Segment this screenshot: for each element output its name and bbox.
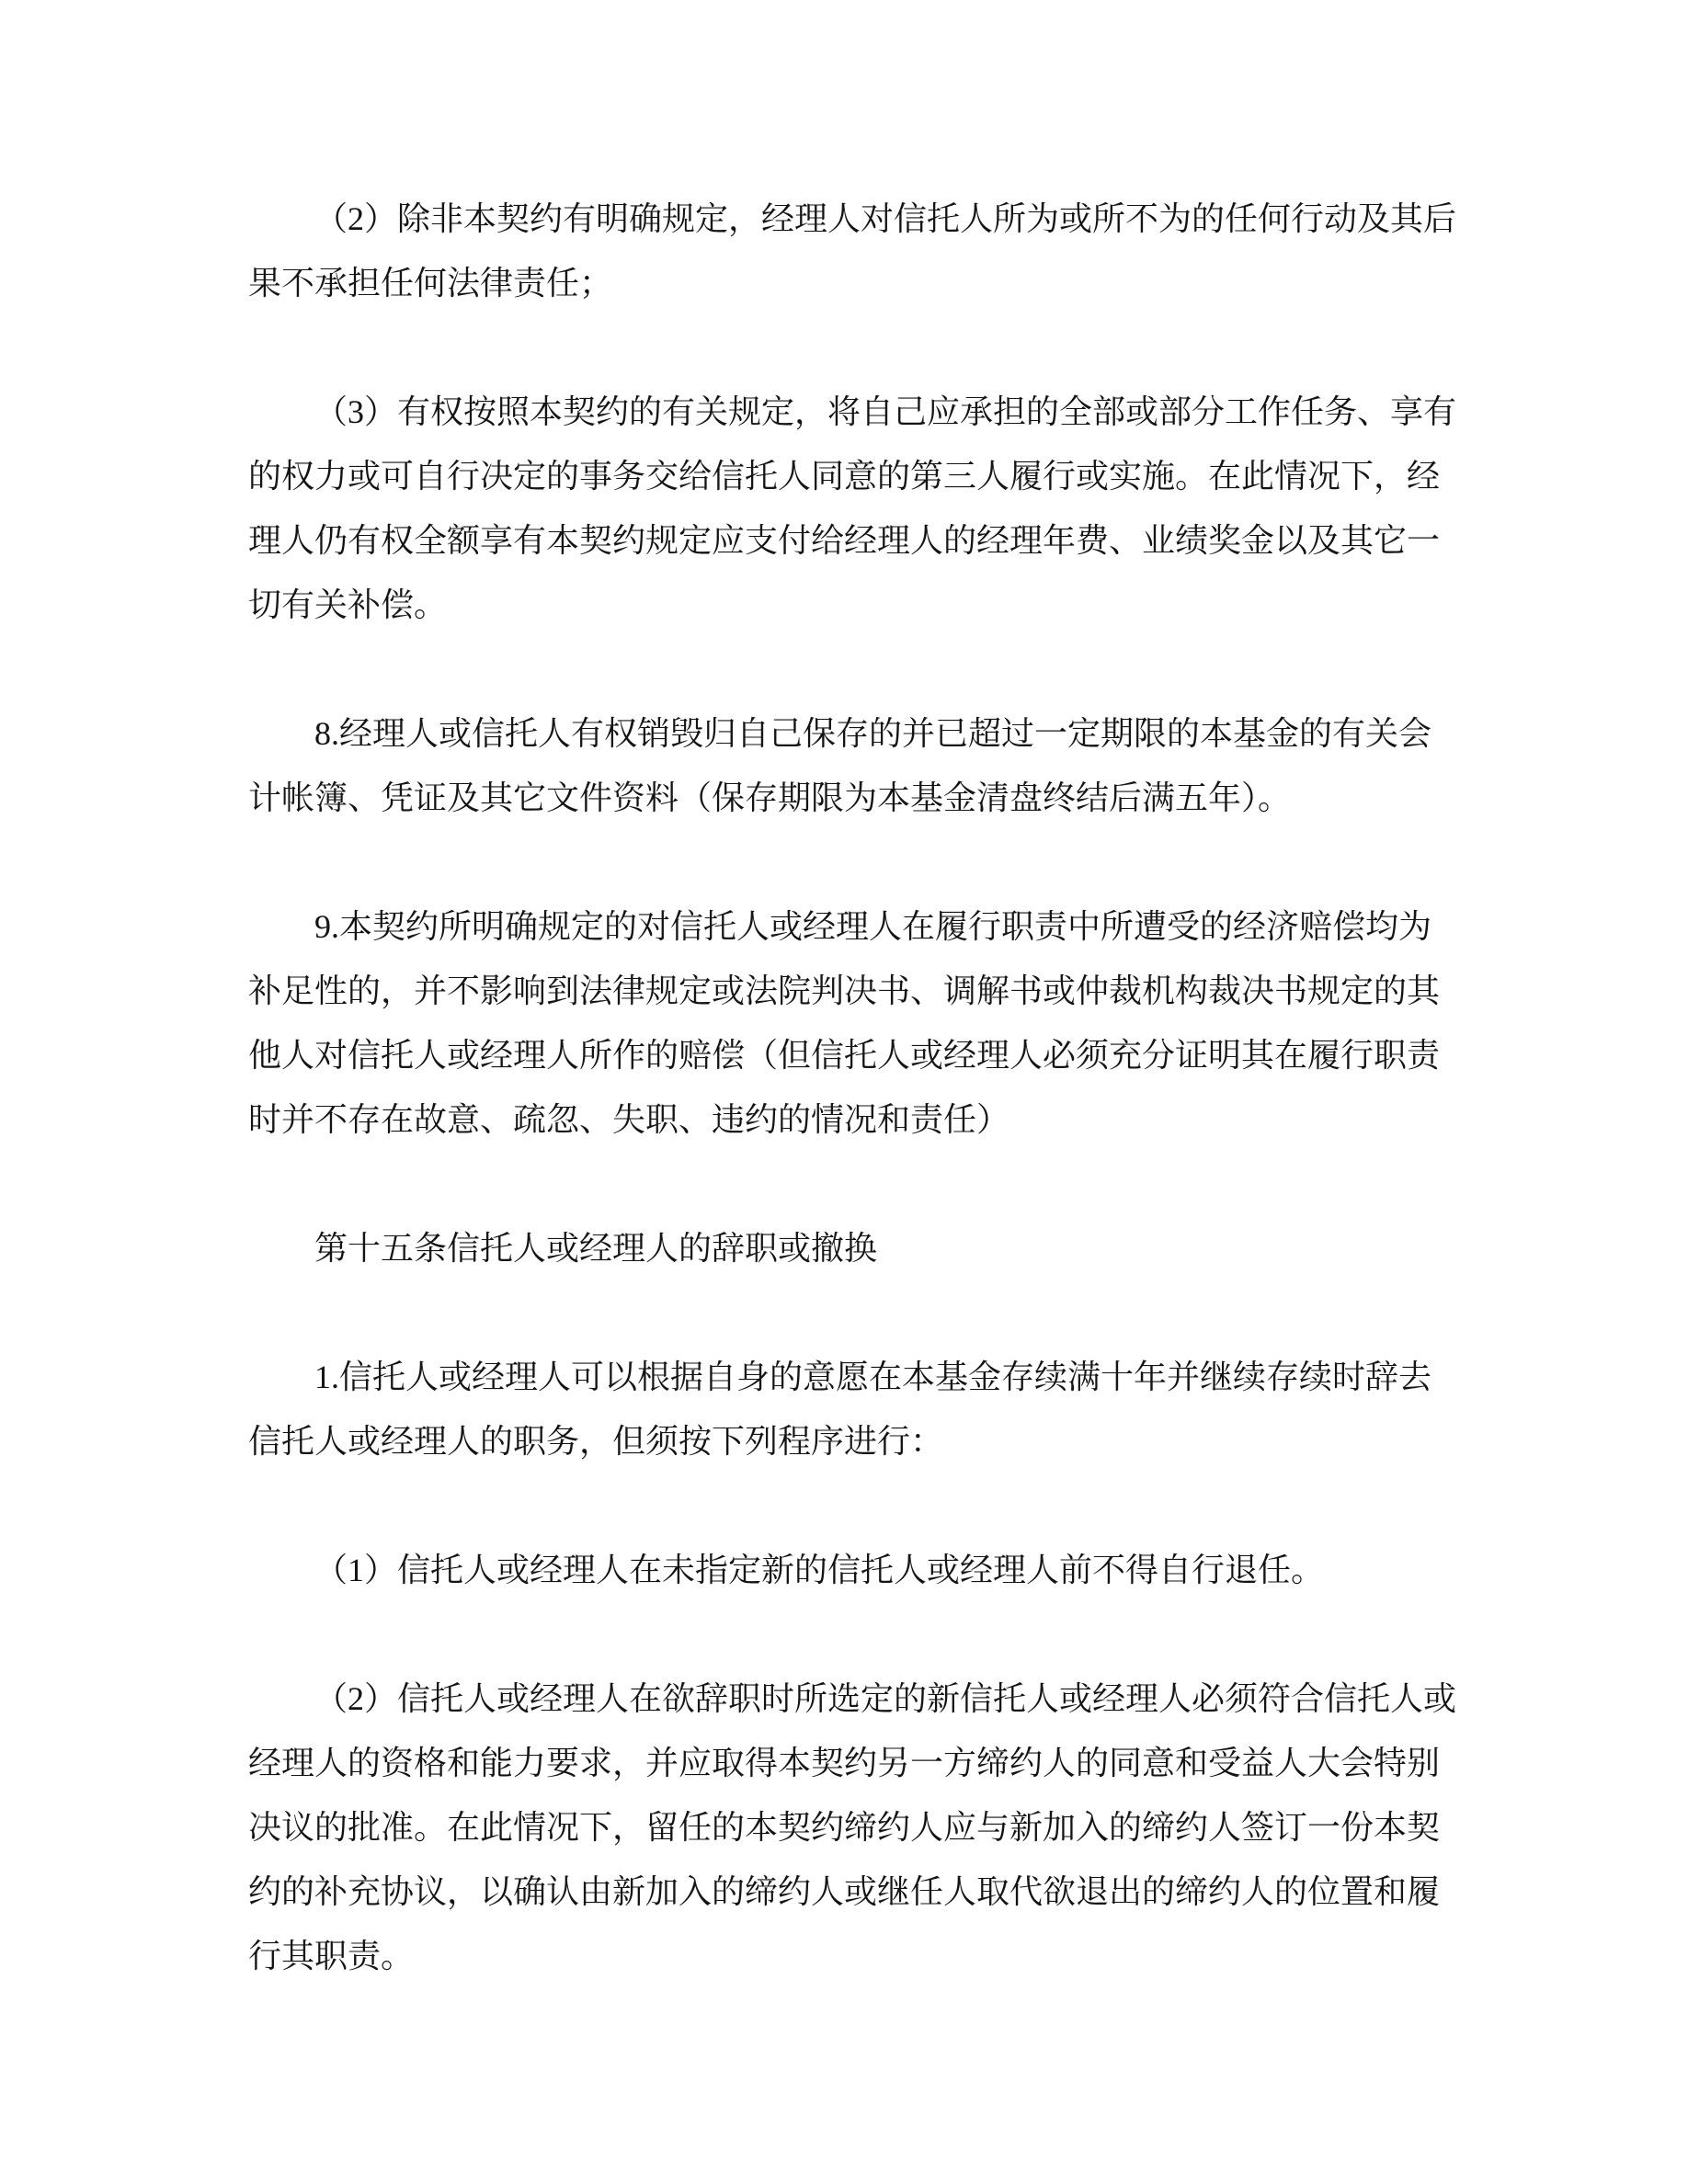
paragraph-line: 理人仍有权全额享有本契约规定应支付给经理人的经理年费、业绩奖金以及其它一 — [248, 522, 1441, 559]
paragraph-line: 果不承担任何法律责任； — [248, 265, 613, 301]
paragraph-line: 信托人或经理人的职务，但须按下列程序进行： — [248, 1423, 944, 1460]
paragraph-line: （2）除非本契约有明确规定，经理人对信托人所为或所不为的任何行动及其后 — [314, 200, 1457, 237]
paragraph-line: 经理人的资格和能力要求，并应取得本契约另一方缔约人的同意和受益人大会特别 — [248, 1745, 1441, 1781]
paragraph-line: 9.本契约所明确规定的对信托人或经理人在履行职责中所遭受的经济赔偿均为 — [314, 908, 1432, 945]
paragraph-line: 1.信托人或经理人可以根据自身的意愿在本基金存续满十年并继续存续时辞去 — [314, 1359, 1432, 1395]
paragraph-line: （1）信托人或经理人在未指定新的信托人或经理人前不得自行退任。 — [314, 1552, 1325, 1588]
paragraph-line: 他人对信托人或经理人所作的赔偿（但信托人或经理人必须充分证明其在履行职责 — [248, 1037, 1441, 1074]
text-block — [248, 187, 1457, 1988]
paragraph-line: 补足性的，并不影响到法律规定或法院判决书、调解书或仲裁机构裁决书规定的其 — [248, 973, 1441, 1009]
paragraph-line: 计帐簿、凭证及其它文件资料（保存期限为本基金清盘终结后满五年）。 — [248, 779, 1292, 816]
paragraph-line: 时并不存在故意、疏忽、失职、违约的情况和责任） — [248, 1101, 1010, 1138]
paragraph-line: 的权力或可自行决定的事务交给信托人同意的第三人履行或实施。在此情况下，经 — [248, 458, 1441, 495]
paragraph-line: 第十五条信托人或经理人的辞职或撤换 — [314, 1230, 878, 1267]
paragraph-line: （2）信托人或经理人在欲辞职时所选定的新信托人或经理人必须符合信托人或 — [314, 1680, 1457, 1717]
document-page — [248, 187, 1457, 2053]
paragraph — [248, 1345, 1440, 1473]
paragraph — [248, 1666, 1457, 1988]
paragraph-line: 8.经理人或信托人有权销毁归自己保存的并已超过一定期限的本基金的有关会 — [314, 715, 1432, 752]
paragraph — [248, 701, 1440, 830]
paragraph-line: 行其职责。 — [248, 1938, 415, 1974]
paragraph — [248, 1216, 1440, 1280]
paragraph — [248, 894, 1440, 1152]
paragraph-line: 约的补充协议，以确认由新加入的缔约人或继任人取代欲退出的缔约人的位置和履 — [248, 1873, 1441, 1910]
paragraph — [248, 1538, 1440, 1602]
paragraph — [248, 187, 1457, 315]
paragraph-line: 决议的批准。在此情况下，留任的本契约缔约人应与新加入的缔约人签订一份本契 — [248, 1809, 1441, 1846]
paragraph — [248, 380, 1457, 637]
paragraph-line: 切有关补偿。 — [248, 586, 448, 623]
paragraph-line: （3）有权按照本契约的有关规定，将自己应承担的全部或部分工作任务、享有 — [314, 393, 1457, 430]
